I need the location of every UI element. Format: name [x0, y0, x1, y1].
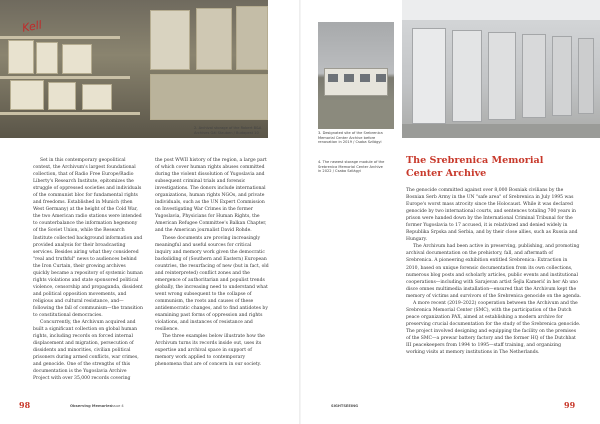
section-heading: The Srebrenica Memorial Center Archive	[406, 155, 544, 179]
page-number-right: 99	[564, 400, 576, 410]
right-text-column	[406, 187, 581, 356]
paragraph: Concurrently, the Archivum acquired and built a significant collection on global human rights, including records on forced internal displacement and migration, persecution of dissidents and minorities, civilian political prisoners during armed conflicts, war crimes, and genocide. One of the strengths of this documentation is the Yugoslavia Archive Project with over 35,000 records covering	[33, 320, 139, 382]
paragraph: the post WWII history of the region, a large part of which cover human rights abuses committed during the violent dissolution of Yugoslavia and subsequent criminal trials and forensic investigations. The donors include international organizations, human rights NGOs, and private individuals, such as the UN Expert Commission on Investigating War Crimes in the former Yugoslavia, Physicians for Human Rights, the American Refugee Committee's Balkan Chapter, and the American journalist David Rohde.	[155, 158, 267, 234]
running-title-right: SIGHTSEEING	[331, 404, 359, 408]
page-number: 98	[19, 400, 31, 410]
paragraph: The Archivum had been active in preserving, publishing, and promoting archival documentation on the prehistory, fall, and aftermath of Srebrenica. A pioneering exhibition entitled Srebrenica: Extraction in 2010, based on unique forensic documentation from its own collections, numerous blog posts and scholarly articles, public events and institutional cooperations—including with Sarajevan artist Šejla Kamerić in her Ab uno disce omnes multimedia installation—ensured that the Archivum kept the memory of victims and survivors of the Srebrenica genocide on the agenda.	[406, 244, 581, 299]
running-subtitle: Issue 4	[111, 404, 124, 408]
mobile-shelving-photo	[402, 0, 600, 138]
paragraph: These documents are proving increasingly meaningful and useful sources for critical inquiry and memory work given the democratic backsliding of (Southern and Eastern) European countries, the resurfacing of new (but in fact, old and reinterpreted) conflict zones and the emergence of authoritarian and populist trends globally, the increasing need to understand what went wrong subsequent to the collapse of communism, the roots and causes of these antidemocratic changes, and to find antidotes by examining past forms of oppression and rights violations, and instances of resistance and resilience.	[155, 235, 269, 333]
paragraph: The three examples below illustrate how the Archivum turns its records inside out, uses its expertise and archival space in support of memory work applied to contemporary phenomena that are of concern in our society.	[155, 334, 265, 368]
photo-caption-4: 4. The newest storage module of the Srebrenica Memorial Center Archive in 2022 / Csaba Szilágyi	[318, 160, 385, 174]
left-text-column-2	[155, 157, 269, 368]
paragraph: Set in this contemporary geopolitical context, the Archivum's largest foundational collection, that of Radio Free Europe/Radio Liberty's Research Institute, epitomizes the struggle of oppressed societies and individuals of the communist bloc for fundamental rights and freedoms. Established in Munich (then West Germany) at the height of the Cold War, the two American radio stations were intended to counterbalance the information hegemony of the Soviet Union, while the Research Institute collected background information and provided analysis for their broadcasting services. Besides airing what they considered "real and truthful" news to audiences behind the Iron Curtain, their growing archives quickly became a repository of systemic human rights violations and state sponsored political violence, censorship and propaganda, dissident and political opposition movements, and religious and cultural resistance, and—following the fall of communism—the transition to constitutional democracies.	[33, 158, 143, 319]
paragraph: The genocide committed against over 8,000 Bosniak civilians by the Bosnian Serb Army in the UN "safe area" of Srebrenica in July 1995 was Europe's worst mass atrocity since the Holocaust. While it was declared genocide by two international courts, and sentences totaling 700 years in prison were handed down by the International Criminal Tribunal for the former Yugoslavia to 17 accused, it is relativized and denied widely in Republika Srpska and Serbia, and by their close allies, such as Russia and Hungary.	[406, 188, 578, 243]
left-text-column-1	[33, 157, 143, 383]
book-gutter	[299, 0, 301, 424]
paragraph: A more recent (2019–2022) cooperation between the Archivum and the Srebrenica Memorial Center (SMC), with the participation of the Dutch peace organization PAX, aimed at establishing a modern archive for preserving crucial documentation for the study of the Srebrenica genocide. The project involved designing and equipping the facility on the premises of the SMC—a prewar battery factory and the former HQ of the Dutchbat III peacekeepers from 1994 to 1995—staff training, and organizing working visits at memory institutions in The Netherlands.	[406, 300, 581, 356]
photo-caption: 2. Archival storage of the Robert B&A Archives Gál Stauben / Budapest 10	[194, 126, 262, 135]
archive-shelves-photo	[0, 0, 268, 138]
handwritten-label: Kell	[21, 18, 43, 35]
running-title: Observing Memories	[70, 404, 112, 408]
building-exterior-photo	[318, 22, 394, 129]
photo-caption-3: 3. Designated site of the Srebrenica Memorial Center Archive before renovation in 2019 / Csaba Szilágyi	[318, 131, 383, 145]
